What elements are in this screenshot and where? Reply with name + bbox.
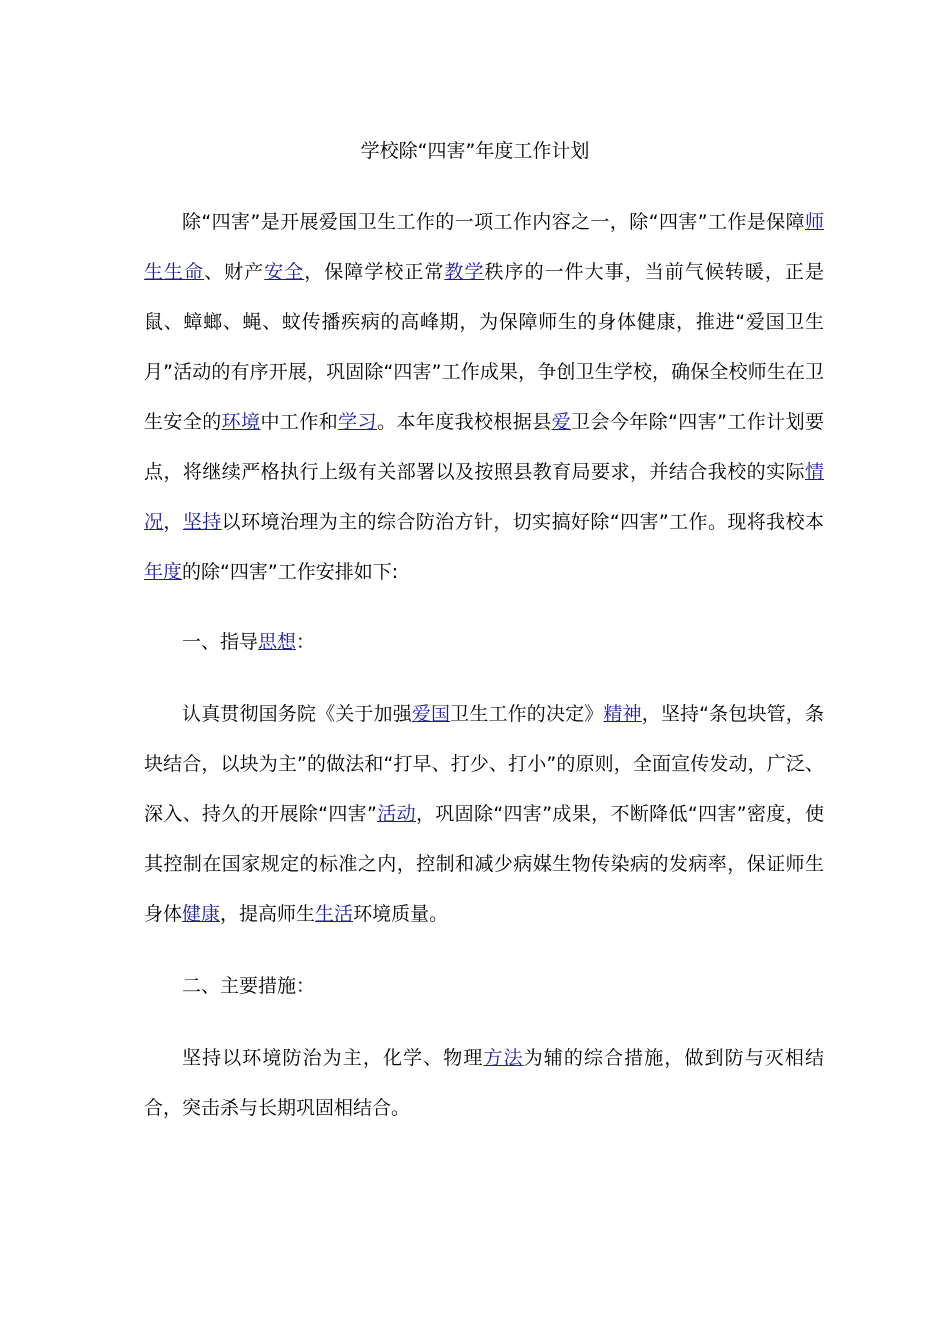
inline-link[interactable]: 教学 — [444, 261, 485, 283]
inline-link[interactable]: 生活 — [315, 903, 354, 925]
text-run: ，保障学校正常 — [304, 261, 445, 283]
inline-link[interactable]: 坚持 — [182, 511, 222, 533]
text-run: 秩序的一件大事，当前气候转暖，正是鼠、蟑螂、蝇、蚊传播疾病的高峰期，为保障师生的身体健康，推进“爱国卫生月”活动的有序开展，巩固除“四害”工作成果，争创卫生学校，确保全校师生在卫生安全的 — [144, 261, 824, 433]
inline-link[interactable]: 健康 — [182, 903, 221, 925]
text-run: ，提高师生 — [220, 903, 316, 925]
intro-paragraph — [144, 197, 824, 597]
text-run: ， — [163, 511, 183, 533]
text-run: 一、指导 — [182, 631, 259, 653]
section-1-body — [144, 689, 824, 939]
text-run: 卫会今年除“四害”工作计划要点，将继续严格执行上级有关部署以及按照县教育局要求，并结合我校的实际 — [144, 411, 824, 483]
text-run: 坚持以环境防治为主，化学、物理 — [182, 1047, 484, 1069]
text-run: 二、主要措施： — [182, 975, 316, 997]
inline-link[interactable]: 活动 — [376, 803, 416, 825]
inline-link[interactable]: 学习 — [338, 411, 377, 433]
inline-link[interactable]: 年度 — [144, 561, 183, 583]
text-run: 。本年度我校根据县 — [376, 411, 552, 433]
text-run: 除“四害”是开展爱国卫生工作的一项工作内容之一，除“四害”工作是保障 — [182, 211, 805, 233]
text-run: 的除“四害”工作安排如下: — [182, 561, 399, 583]
document-title: 学校除“四害”年度工作计划 — [360, 140, 590, 162]
text-run: 认真贯彻国务院《关于加强 — [182, 703, 412, 725]
inline-link[interactable]: 精神 — [603, 703, 642, 725]
text-run: 环境质量。 — [353, 903, 449, 925]
text-run: ： — [296, 631, 316, 653]
section-2-body — [144, 1033, 824, 1133]
inline-link[interactable]: 情况 — [144, 461, 824, 533]
inline-link[interactable]: 爱国 — [411, 703, 451, 725]
text-run: 卫生工作的决定》 — [450, 703, 604, 725]
section-2-heading — [144, 973, 824, 999]
text-run: ，坚持“条包块管，条块结合，以块为主”的做法和“打早、打少、打小”的原则，全面宣传发动，广泛、深入、持久的开展除“四害” — [144, 703, 824, 825]
section-1-heading — [144, 629, 824, 655]
text-run: 中工作和 — [260, 411, 339, 433]
text-run: ，巩固除“四害”成果，不断降低“四害”密度，使其控制在国家规定的标准之内，控制和减少病媒生物传染病的发病率，保证师生身体 — [144, 803, 825, 925]
inline-link[interactable]: 师生生命 — [144, 211, 824, 283]
inline-link[interactable]: 思想 — [258, 631, 297, 653]
text-run: 以环境治理为主的综合防治方针，切实搞好除“四害”工作。现将我校本 — [221, 511, 824, 533]
inline-link[interactable]: 环境 — [221, 411, 261, 433]
inline-link[interactable]: 爱 — [551, 411, 572, 433]
text-run: 为辅的综合措施，做到防与灭相结合，突击杀与长期巩固相结合。 — [144, 1047, 824, 1119]
inline-link[interactable]: 方法 — [483, 1047, 524, 1069]
text-run: 、财产 — [204, 261, 265, 283]
inline-link[interactable]: 安全 — [264, 261, 305, 283]
